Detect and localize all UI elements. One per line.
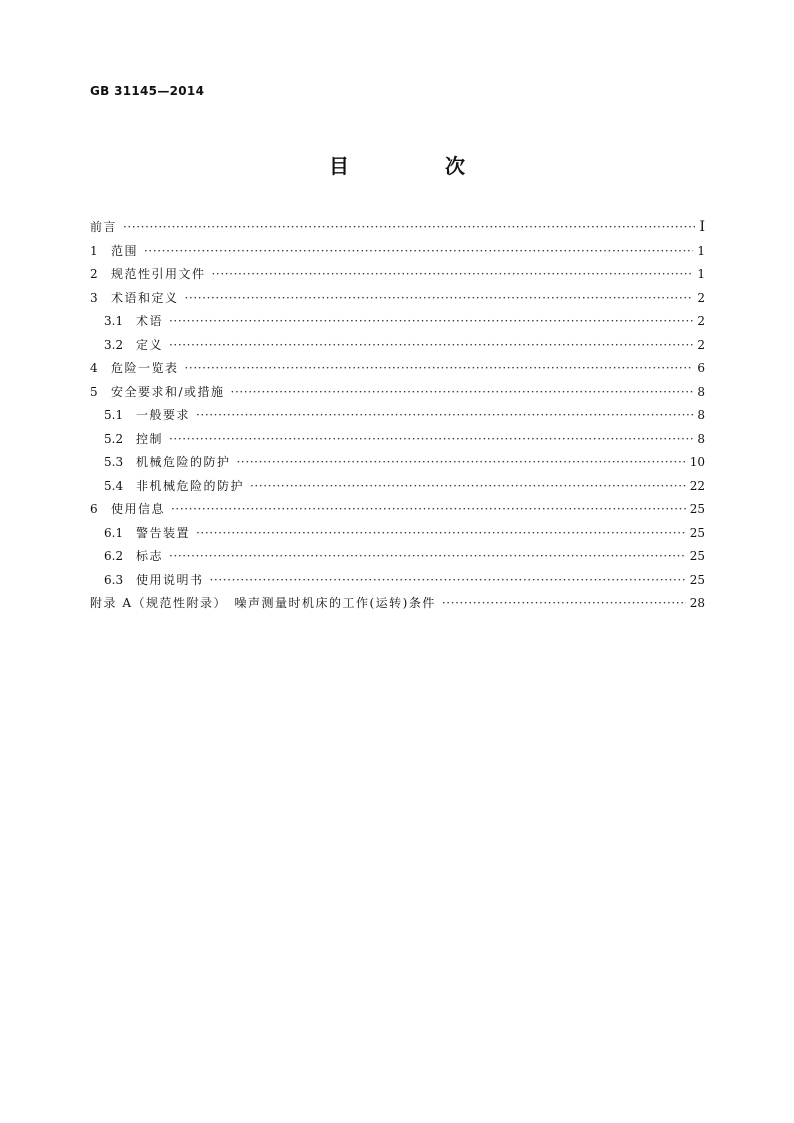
toc-leader (231, 381, 694, 405)
toc-leader (169, 334, 693, 358)
toc-entry-page: 1 (697, 243, 705, 258)
toc-entry-number: 6.1 (104, 525, 124, 540)
toc-entry-label: 机械危险的防护 (136, 455, 231, 469)
toc-entry-page: Ⅰ (699, 219, 705, 235)
toc-entry-label: 定义 (136, 337, 164, 352)
toc-entry-page: 8 (697, 431, 705, 446)
toc-entry-5-2[interactable] (90, 428, 705, 452)
toc-entry-6-3[interactable] (90, 569, 705, 593)
toc-entry-6-2[interactable] (90, 545, 705, 569)
toc-entry-page: 8 (697, 384, 705, 399)
toc-entry-label: 附录 A（规范性附录） 噪声测量时机床的工作(运转)条件 (90, 596, 436, 610)
toc-entry-label: 使用说明书 (136, 572, 204, 587)
toc-entry-number: 5.3 (104, 455, 124, 469)
page-title: 目 次 (329, 154, 503, 178)
toc-entry-number: 1 (90, 243, 98, 258)
toc-entry-page: 8 (697, 408, 705, 422)
table-of-contents (90, 216, 705, 616)
toc-entry-4[interactable] (90, 357, 705, 381)
toc-leader (210, 569, 686, 593)
toc-entry-page: 2 (697, 314, 705, 328)
toc-entry-number: 3.2 (104, 337, 124, 352)
toc-entry-label: 警告装置 (136, 525, 191, 540)
toc-entry-5-4[interactable] (90, 475, 705, 499)
toc-entry-5-1[interactable] (90, 404, 705, 428)
toc-entry-label: 标志 (136, 549, 164, 563)
toc-entry-page: 25 (689, 525, 705, 540)
toc-entry-number: 4 (90, 361, 98, 375)
toc-entry-5-3[interactable] (90, 451, 705, 475)
toc-leader (185, 357, 694, 381)
toc-leader (169, 545, 686, 569)
toc-entry-label: 控制 (136, 431, 164, 446)
toc-leader (237, 451, 686, 475)
toc-leader (185, 287, 694, 311)
toc-entry-label: 规范性引用文件 (111, 267, 206, 281)
toc-entry-6[interactable] (90, 498, 705, 522)
toc-entry-page: 10 (689, 455, 705, 469)
toc-leader (196, 404, 693, 428)
toc-entry-page: 2 (697, 337, 705, 352)
toc-entry-page: 22 (689, 478, 705, 493)
toc-leader (442, 592, 686, 616)
toc-entry-page: 6 (697, 361, 705, 375)
toc-leader (171, 498, 686, 522)
toc-entry-label: 术语和定义 (111, 290, 179, 305)
toc-entry-3-2[interactable] (90, 334, 705, 358)
toc-entry-number: 5.4 (104, 478, 124, 493)
toc-entry-page: 25 (689, 572, 705, 587)
toc-entry-label: 非机械危险的防护 (136, 478, 245, 493)
toc-entry-number: 5.1 (104, 408, 124, 422)
toc-entry-5[interactable] (90, 381, 705, 405)
toc-entry-3-1[interactable] (90, 310, 705, 334)
toc-entry-page: 28 (689, 596, 705, 610)
toc-entry-page: 2 (697, 290, 705, 305)
toc-entry-page: 1 (697, 267, 705, 281)
toc-leader (212, 263, 694, 287)
toc-entry-label: 一般要求 (136, 408, 191, 422)
toc-leader (123, 216, 695, 240)
toc-entry-number: 5 (90, 384, 98, 399)
toc-entry-number: 3 (90, 290, 98, 305)
toc-entry-number: 5.2 (104, 431, 124, 446)
toc-entry-number: 6 (90, 502, 98, 516)
toc-leader (250, 475, 686, 499)
toc-entry-2[interactable] (90, 263, 705, 287)
toc-entry-6-1[interactable] (90, 522, 705, 546)
toc-entry-number: 6.2 (104, 549, 124, 563)
toc-entry-appendix-a[interactable] (90, 592, 705, 616)
toc-entry-number: 2 (90, 267, 98, 281)
toc-entry-page: 25 (689, 502, 705, 516)
toc-entry-page: 25 (689, 549, 705, 563)
toc-entry-3[interactable] (90, 287, 705, 311)
toc-entry-label: 危险一览表 (111, 361, 179, 375)
toc-entry-label: 安全要求和/或措施 (111, 384, 225, 399)
toc-entry-label: 术语 (136, 314, 164, 328)
document-code: GB 31145—2014 (90, 84, 205, 98)
toc-entry-foreword[interactable] (90, 216, 705, 240)
toc-entry-label: 前言 (90, 220, 118, 234)
toc-leader (169, 310, 693, 334)
toc-entry-1[interactable] (90, 240, 705, 264)
toc-entry-number: 3.1 (104, 314, 124, 328)
toc-leader (196, 522, 686, 546)
toc-entry-label: 范围 (111, 243, 139, 258)
toc-entry-number: 6.3 (104, 572, 124, 587)
toc-leader (144, 240, 693, 264)
toc-entry-label: 使用信息 (111, 502, 166, 516)
toc-leader (169, 428, 693, 452)
